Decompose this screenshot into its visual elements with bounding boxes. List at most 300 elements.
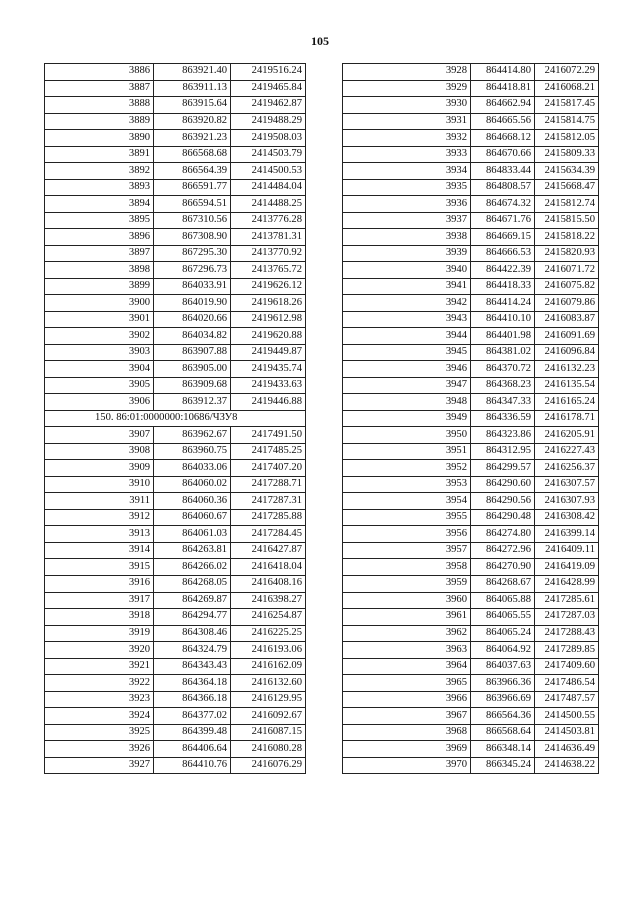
table-row bbox=[45, 262, 306, 279]
x-coordinate-cell: 864290.48 bbox=[471, 509, 535, 526]
point-number-cell: 3934 bbox=[343, 163, 471, 180]
x-coordinate-cell: 864065.88 bbox=[471, 592, 535, 609]
y-coordinate-cell: 2416225.25 bbox=[231, 625, 306, 642]
table-row bbox=[343, 642, 599, 659]
x-coordinate-cell: 863912.37 bbox=[154, 394, 231, 411]
y-coordinate-cell: 2417288.43 bbox=[535, 625, 599, 642]
table-row bbox=[45, 64, 306, 81]
point-number-cell: 3891 bbox=[45, 146, 154, 163]
y-coordinate-cell: 2416132.23 bbox=[535, 361, 599, 378]
y-coordinate-cell: 2417485.25 bbox=[231, 443, 306, 460]
x-coordinate-cell: 864422.39 bbox=[471, 262, 535, 279]
x-coordinate-cell: 864269.87 bbox=[154, 592, 231, 609]
x-coordinate-cell: 863921.23 bbox=[154, 130, 231, 147]
y-coordinate-cell: 2419620.88 bbox=[231, 328, 306, 345]
x-coordinate-cell: 863911.13 bbox=[154, 80, 231, 97]
point-number-cell: 3915 bbox=[45, 559, 154, 576]
y-coordinate-cell: 2419516.24 bbox=[231, 64, 306, 81]
y-coordinate-cell: 2416307.57 bbox=[535, 476, 599, 493]
table-row bbox=[45, 196, 306, 213]
y-coordinate-cell: 2419462.87 bbox=[231, 97, 306, 114]
point-number-cell: 3892 bbox=[45, 163, 154, 180]
x-coordinate-cell: 864268.67 bbox=[471, 575, 535, 592]
point-number-cell: 3961 bbox=[343, 609, 471, 626]
point-number-cell: 3918 bbox=[45, 609, 154, 626]
table-row bbox=[45, 609, 306, 626]
y-coordinate-cell: 2419446.88 bbox=[231, 394, 306, 411]
x-coordinate-cell: 867296.73 bbox=[154, 262, 231, 279]
x-coordinate-cell: 866594.51 bbox=[154, 196, 231, 213]
table-row bbox=[45, 592, 306, 609]
y-coordinate-cell: 2416071.72 bbox=[535, 262, 599, 279]
point-number-cell: 3895 bbox=[45, 212, 154, 229]
table-row bbox=[45, 526, 306, 543]
x-coordinate-cell: 863920.82 bbox=[154, 113, 231, 130]
y-coordinate-cell: 2416068.21 bbox=[535, 80, 599, 97]
point-number-cell: 3951 bbox=[343, 443, 471, 460]
table-row bbox=[343, 427, 599, 444]
x-coordinate-cell: 864290.56 bbox=[471, 493, 535, 510]
x-coordinate-cell: 864377.02 bbox=[154, 708, 231, 725]
x-coordinate-cell: 864808.57 bbox=[471, 179, 535, 196]
y-coordinate-cell: 2419626.12 bbox=[231, 278, 306, 295]
table-row bbox=[45, 476, 306, 493]
x-coordinate-cell: 864666.53 bbox=[471, 245, 535, 262]
table-row bbox=[343, 295, 599, 312]
table-row bbox=[45, 361, 306, 378]
table-row bbox=[343, 163, 599, 180]
point-number-cell: 3912 bbox=[45, 509, 154, 526]
table-row bbox=[343, 130, 599, 147]
x-coordinate-cell: 863905.00 bbox=[154, 361, 231, 378]
y-coordinate-cell: 2415817.45 bbox=[535, 97, 599, 114]
point-number-cell: 3906 bbox=[45, 394, 154, 411]
table-row bbox=[45, 427, 306, 444]
y-coordinate-cell: 2416092.67 bbox=[231, 708, 306, 725]
y-coordinate-cell: 2416409.11 bbox=[535, 542, 599, 559]
x-coordinate-cell: 864268.05 bbox=[154, 575, 231, 592]
x-coordinate-cell: 864033.91 bbox=[154, 278, 231, 295]
point-number-cell: 3946 bbox=[343, 361, 471, 378]
x-coordinate-cell: 864033.06 bbox=[154, 460, 231, 477]
x-coordinate-cell: 864037.63 bbox=[471, 658, 535, 675]
point-number-cell: 3905 bbox=[45, 377, 154, 394]
x-coordinate-cell: 866568.68 bbox=[154, 146, 231, 163]
table-row bbox=[45, 675, 306, 692]
y-coordinate-cell: 2413781.31 bbox=[231, 229, 306, 246]
table-row bbox=[343, 542, 599, 559]
x-coordinate-cell: 864381.02 bbox=[471, 344, 535, 361]
table-row bbox=[45, 460, 306, 477]
table-row bbox=[343, 97, 599, 114]
x-coordinate-cell: 864324.79 bbox=[154, 642, 231, 659]
table-row bbox=[45, 394, 306, 411]
y-coordinate-cell: 2416418.04 bbox=[231, 559, 306, 576]
table-row bbox=[343, 80, 599, 97]
x-coordinate-cell: 864347.33 bbox=[471, 394, 535, 411]
x-coordinate-cell: 864274.80 bbox=[471, 526, 535, 543]
table-row bbox=[45, 625, 306, 642]
point-number-cell: 3907 bbox=[45, 427, 154, 444]
y-coordinate-cell: 2415668.47 bbox=[535, 179, 599, 196]
y-coordinate-cell: 2419433.63 bbox=[231, 377, 306, 394]
point-number-cell: 3956 bbox=[343, 526, 471, 543]
point-number-cell: 3965 bbox=[343, 675, 471, 692]
table-row bbox=[45, 542, 306, 559]
x-coordinate-cell: 864060.02 bbox=[154, 476, 231, 493]
table-row bbox=[343, 724, 599, 741]
table-row bbox=[45, 130, 306, 147]
table-row bbox=[343, 113, 599, 130]
y-coordinate-cell: 2413776.28 bbox=[231, 212, 306, 229]
table-row bbox=[45, 80, 306, 97]
y-coordinate-cell: 2416428.99 bbox=[535, 575, 599, 592]
point-number-cell: 3924 bbox=[45, 708, 154, 725]
y-coordinate-cell: 2416129.95 bbox=[231, 691, 306, 708]
point-number-cell: 3897 bbox=[45, 245, 154, 262]
y-coordinate-cell: 2414503.79 bbox=[231, 146, 306, 163]
table-row bbox=[45, 658, 306, 675]
table-row bbox=[45, 443, 306, 460]
x-coordinate-cell: 864065.24 bbox=[471, 625, 535, 642]
point-number-cell: 3926 bbox=[45, 741, 154, 758]
point-number-cell: 3959 bbox=[343, 575, 471, 592]
table-row bbox=[343, 64, 599, 81]
y-coordinate-cell: 2419449.87 bbox=[231, 344, 306, 361]
y-coordinate-cell: 2416087.15 bbox=[231, 724, 306, 741]
x-coordinate-cell: 864671.76 bbox=[471, 212, 535, 229]
point-number-cell: 3950 bbox=[343, 427, 471, 444]
y-coordinate-cell: 2416076.29 bbox=[231, 757, 306, 774]
x-coordinate-cell: 864336.59 bbox=[471, 410, 535, 427]
x-coordinate-cell: 863966.69 bbox=[471, 691, 535, 708]
y-coordinate-cell: 2414638.22 bbox=[535, 757, 599, 774]
table-row bbox=[343, 460, 599, 477]
x-coordinate-cell: 866345.24 bbox=[471, 757, 535, 774]
x-coordinate-cell: 864060.36 bbox=[154, 493, 231, 510]
y-coordinate-cell: 2415634.39 bbox=[535, 163, 599, 180]
table-row bbox=[343, 311, 599, 328]
point-number-cell: 3890 bbox=[45, 130, 154, 147]
table-row bbox=[343, 493, 599, 510]
point-number-cell: 3913 bbox=[45, 526, 154, 543]
y-coordinate-cell: 2415812.74 bbox=[535, 196, 599, 213]
x-coordinate-cell: 864064.92 bbox=[471, 642, 535, 659]
x-coordinate-cell: 863966.36 bbox=[471, 675, 535, 692]
table-row bbox=[343, 757, 599, 774]
y-coordinate-cell: 2417486.54 bbox=[535, 675, 599, 692]
table-row bbox=[343, 741, 599, 758]
point-number-cell: 3966 bbox=[343, 691, 471, 708]
x-coordinate-cell: 863907.88 bbox=[154, 344, 231, 361]
table-row bbox=[343, 575, 599, 592]
y-coordinate-cell: 2417288.71 bbox=[231, 476, 306, 493]
y-coordinate-cell: 2416308.42 bbox=[535, 509, 599, 526]
table-row bbox=[45, 559, 306, 576]
point-number-cell: 3947 bbox=[343, 377, 471, 394]
point-number-cell: 3929 bbox=[343, 80, 471, 97]
y-coordinate-cell: 2416398.27 bbox=[231, 592, 306, 609]
table-row bbox=[343, 509, 599, 526]
y-coordinate-cell: 2414500.55 bbox=[535, 708, 599, 725]
table-row bbox=[343, 196, 599, 213]
x-coordinate-cell: 864294.77 bbox=[154, 609, 231, 626]
x-coordinate-cell: 866564.36 bbox=[471, 708, 535, 725]
table-row bbox=[45, 575, 306, 592]
y-coordinate-cell: 2414503.81 bbox=[535, 724, 599, 741]
table-row bbox=[45, 724, 306, 741]
x-coordinate-cell: 866348.14 bbox=[471, 741, 535, 758]
point-number-cell: 3968 bbox=[343, 724, 471, 741]
table-row bbox=[343, 377, 599, 394]
table-row bbox=[343, 625, 599, 642]
x-coordinate-cell: 863909.68 bbox=[154, 377, 231, 394]
point-number-cell: 3958 bbox=[343, 559, 471, 576]
point-number-cell: 3887 bbox=[45, 80, 154, 97]
y-coordinate-cell: 2419618.26 bbox=[231, 295, 306, 312]
point-number-cell: 3952 bbox=[343, 460, 471, 477]
table-row bbox=[343, 410, 599, 427]
table-row bbox=[45, 642, 306, 659]
point-number-cell: 3899 bbox=[45, 278, 154, 295]
point-number-cell: 3909 bbox=[45, 460, 154, 477]
y-coordinate-cell: 2416132.60 bbox=[231, 675, 306, 692]
point-number-cell: 3927 bbox=[45, 757, 154, 774]
point-number-cell: 3963 bbox=[343, 642, 471, 659]
y-coordinate-cell: 2417289.85 bbox=[535, 642, 599, 659]
x-coordinate-cell: 866564.39 bbox=[154, 163, 231, 180]
x-coordinate-cell: 863921.40 bbox=[154, 64, 231, 81]
table-row bbox=[343, 559, 599, 576]
table-row bbox=[343, 526, 599, 543]
point-number-cell: 3901 bbox=[45, 311, 154, 328]
x-coordinate-cell: 864410.10 bbox=[471, 311, 535, 328]
x-coordinate-cell: 863962.67 bbox=[154, 427, 231, 444]
x-coordinate-cell: 864833.44 bbox=[471, 163, 535, 180]
table-row bbox=[343, 212, 599, 229]
x-coordinate-cell: 864266.02 bbox=[154, 559, 231, 576]
point-number-cell: 3910 bbox=[45, 476, 154, 493]
point-number-cell: 3960 bbox=[343, 592, 471, 609]
point-number-cell: 3964 bbox=[343, 658, 471, 675]
y-coordinate-cell: 2415818.22 bbox=[535, 229, 599, 246]
x-coordinate-cell: 864368.23 bbox=[471, 377, 535, 394]
table-row bbox=[343, 658, 599, 675]
x-coordinate-cell: 864061.03 bbox=[154, 526, 231, 543]
y-coordinate-cell: 2416227.43 bbox=[535, 443, 599, 460]
point-number-cell: 3886 bbox=[45, 64, 154, 81]
x-coordinate-cell: 864665.56 bbox=[471, 113, 535, 130]
x-coordinate-cell: 866568.64 bbox=[471, 724, 535, 741]
y-coordinate-cell: 2415814.75 bbox=[535, 113, 599, 130]
y-coordinate-cell: 2419612.98 bbox=[231, 311, 306, 328]
y-coordinate-cell: 2417285.61 bbox=[535, 592, 599, 609]
point-number-cell: 3922 bbox=[45, 675, 154, 692]
point-number-cell: 3898 bbox=[45, 262, 154, 279]
y-coordinate-cell: 2414488.25 bbox=[231, 196, 306, 213]
point-number-cell: 3908 bbox=[45, 443, 154, 460]
y-coordinate-cell: 2416091.69 bbox=[535, 328, 599, 345]
table-row bbox=[45, 179, 306, 196]
y-coordinate-cell: 2419488.29 bbox=[231, 113, 306, 130]
y-coordinate-cell: 2419435.74 bbox=[231, 361, 306, 378]
x-coordinate-cell: 867310.56 bbox=[154, 212, 231, 229]
point-number-cell: 3955 bbox=[343, 509, 471, 526]
table-row bbox=[45, 344, 306, 361]
table-row bbox=[343, 708, 599, 725]
x-coordinate-cell: 867295.30 bbox=[154, 245, 231, 262]
table-row bbox=[343, 675, 599, 692]
x-coordinate-cell: 864020.66 bbox=[154, 311, 231, 328]
point-number-cell: 3940 bbox=[343, 262, 471, 279]
y-coordinate-cell: 2416419.09 bbox=[535, 559, 599, 576]
x-coordinate-cell: 864414.24 bbox=[471, 295, 535, 312]
y-coordinate-cell: 2419508.03 bbox=[231, 130, 306, 147]
x-coordinate-cell: 864669.15 bbox=[471, 229, 535, 246]
table-row bbox=[45, 229, 306, 246]
x-coordinate-cell: 863915.64 bbox=[154, 97, 231, 114]
y-coordinate-cell: 2416193.06 bbox=[231, 642, 306, 659]
table-row bbox=[45, 377, 306, 394]
table-row bbox=[45, 146, 306, 163]
y-coordinate-cell: 2413765.72 bbox=[231, 262, 306, 279]
point-number-cell: 3935 bbox=[343, 179, 471, 196]
x-coordinate-cell: 864343.43 bbox=[154, 658, 231, 675]
table-row bbox=[45, 245, 306, 262]
table-row bbox=[343, 229, 599, 246]
x-coordinate-cell: 864401.98 bbox=[471, 328, 535, 345]
point-number-cell: 3914 bbox=[45, 542, 154, 559]
y-coordinate-cell: 2416165.24 bbox=[535, 394, 599, 411]
x-coordinate-cell: 864399.48 bbox=[154, 724, 231, 741]
point-number-cell: 3902 bbox=[45, 328, 154, 345]
table-row bbox=[343, 262, 599, 279]
x-coordinate-cell: 864263.81 bbox=[154, 542, 231, 559]
y-coordinate-cell: 2417409.60 bbox=[535, 658, 599, 675]
x-coordinate-cell: 864312.95 bbox=[471, 443, 535, 460]
table-row bbox=[45, 212, 306, 229]
x-coordinate-cell: 864019.90 bbox=[154, 295, 231, 312]
table-row bbox=[343, 245, 599, 262]
x-coordinate-cell: 864418.81 bbox=[471, 80, 535, 97]
y-coordinate-cell: 2416135.54 bbox=[535, 377, 599, 394]
y-coordinate-cell: 2417487.57 bbox=[535, 691, 599, 708]
point-number-cell: 3937 bbox=[343, 212, 471, 229]
point-number-cell: 3923 bbox=[45, 691, 154, 708]
point-number-cell: 3967 bbox=[343, 708, 471, 725]
x-coordinate-cell: 864270.90 bbox=[471, 559, 535, 576]
point-number-cell: 3931 bbox=[343, 113, 471, 130]
x-coordinate-cell: 864414.80 bbox=[471, 64, 535, 81]
table-row bbox=[343, 609, 599, 626]
y-coordinate-cell: 2416075.82 bbox=[535, 278, 599, 295]
x-coordinate-cell: 864034.82 bbox=[154, 328, 231, 345]
point-number-cell: 3921 bbox=[45, 658, 154, 675]
point-number-cell: 3900 bbox=[45, 295, 154, 312]
point-number-cell: 3896 bbox=[45, 229, 154, 246]
table-row bbox=[343, 344, 599, 361]
table-row bbox=[343, 394, 599, 411]
point-number-cell: 3928 bbox=[343, 64, 471, 81]
y-coordinate-cell: 2417287.31 bbox=[231, 493, 306, 510]
x-coordinate-cell: 866591.77 bbox=[154, 179, 231, 196]
table-row bbox=[343, 443, 599, 460]
x-coordinate-cell: 864272.96 bbox=[471, 542, 535, 559]
y-coordinate-cell: 2416162.09 bbox=[231, 658, 306, 675]
point-number-cell: 3889 bbox=[45, 113, 154, 130]
point-number-cell: 3919 bbox=[45, 625, 154, 642]
point-number-cell: 3936 bbox=[343, 196, 471, 213]
x-coordinate-cell: 863960.75 bbox=[154, 443, 231, 460]
y-coordinate-cell: 2416072.29 bbox=[535, 64, 599, 81]
point-number-cell: 3904 bbox=[45, 361, 154, 378]
point-number-cell: 3943 bbox=[343, 311, 471, 328]
table-row bbox=[45, 295, 306, 312]
table-row bbox=[45, 741, 306, 758]
y-coordinate-cell: 2414636.49 bbox=[535, 741, 599, 758]
x-coordinate-cell: 864674.32 bbox=[471, 196, 535, 213]
point-number-cell: 3893 bbox=[45, 179, 154, 196]
point-number-cell: 3957 bbox=[343, 542, 471, 559]
table-row bbox=[45, 691, 306, 708]
table-row bbox=[45, 757, 306, 774]
table-row bbox=[45, 113, 306, 130]
table-row bbox=[343, 278, 599, 295]
table-row bbox=[343, 146, 599, 163]
x-coordinate-cell: 864323.86 bbox=[471, 427, 535, 444]
point-number-cell: 3930 bbox=[343, 97, 471, 114]
table-row bbox=[45, 278, 306, 295]
y-coordinate-cell: 2416408.16 bbox=[231, 575, 306, 592]
y-coordinate-cell: 2417285.88 bbox=[231, 509, 306, 526]
x-coordinate-cell: 864670.66 bbox=[471, 146, 535, 163]
y-coordinate-cell: 2416079.86 bbox=[535, 295, 599, 312]
y-coordinate-cell: 2419465.84 bbox=[231, 80, 306, 97]
x-coordinate-cell: 864290.60 bbox=[471, 476, 535, 493]
table-row bbox=[343, 691, 599, 708]
y-coordinate-cell: 2415815.50 bbox=[535, 212, 599, 229]
y-coordinate-cell: 2416083.87 bbox=[535, 311, 599, 328]
table-row bbox=[343, 328, 599, 345]
y-coordinate-cell: 2416427.87 bbox=[231, 542, 306, 559]
point-number-cell: 3894 bbox=[45, 196, 154, 213]
y-coordinate-cell: 2417287.03 bbox=[535, 609, 599, 626]
y-coordinate-cell: 2413770.92 bbox=[231, 245, 306, 262]
y-coordinate-cell: 2417284.45 bbox=[231, 526, 306, 543]
point-number-cell: 3970 bbox=[343, 757, 471, 774]
y-coordinate-cell: 2415809.33 bbox=[535, 146, 599, 163]
x-coordinate-cell: 864065.55 bbox=[471, 609, 535, 626]
x-coordinate-cell: 864410.76 bbox=[154, 757, 231, 774]
point-number-cell: 3945 bbox=[343, 344, 471, 361]
point-number-cell: 3932 bbox=[343, 130, 471, 147]
section-header-row bbox=[45, 410, 306, 427]
coordinates-table-left bbox=[44, 63, 306, 774]
x-coordinate-cell: 864308.46 bbox=[154, 625, 231, 642]
table-row bbox=[343, 476, 599, 493]
y-coordinate-cell: 2415812.05 bbox=[535, 130, 599, 147]
table-row bbox=[45, 163, 306, 180]
table-row bbox=[343, 361, 599, 378]
point-number-cell: 3948 bbox=[343, 394, 471, 411]
point-number-cell: 3916 bbox=[45, 575, 154, 592]
x-coordinate-cell: 867308.90 bbox=[154, 229, 231, 246]
x-coordinate-cell: 864668.12 bbox=[471, 130, 535, 147]
x-coordinate-cell: 864370.72 bbox=[471, 361, 535, 378]
point-number-cell: 3917 bbox=[45, 592, 154, 609]
table-row bbox=[45, 509, 306, 526]
point-number-cell: 3944 bbox=[343, 328, 471, 345]
